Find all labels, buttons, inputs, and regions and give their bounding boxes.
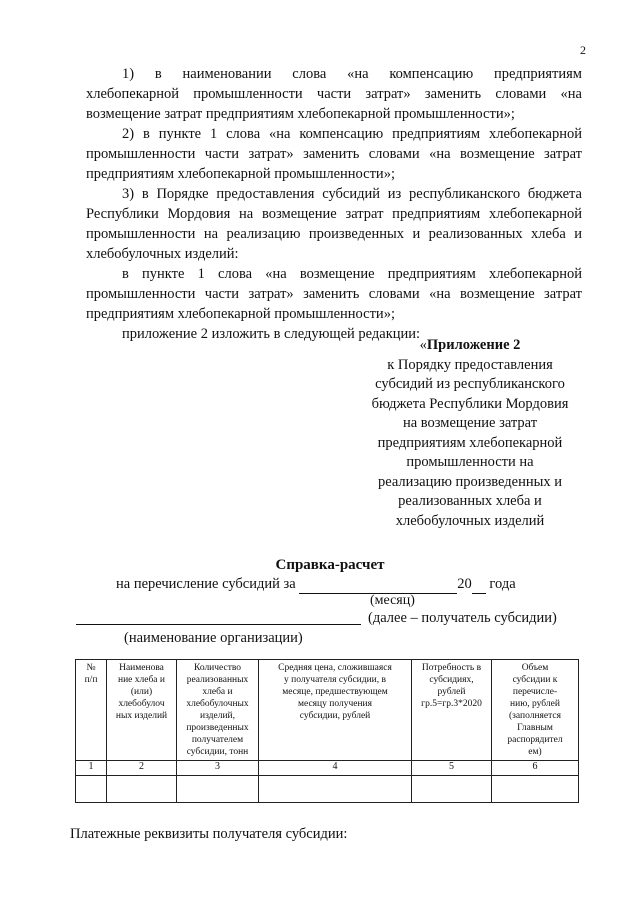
text-line: промышленности части затрат» заменить словами «на возмещение затрат xyxy=(86,286,582,302)
appendix-quote: « xyxy=(419,337,427,353)
appendix-block xyxy=(360,336,580,531)
organization-blank xyxy=(76,624,361,625)
text-line: возмещение затрат предприятиям хлебопекарной промышленности»; xyxy=(86,106,515,122)
payment-details-label: Платежные реквизиты получателя субсидии: xyxy=(70,826,348,842)
appendix-heading xyxy=(360,336,580,356)
text-line: предприятиям хлебопекарной промышленности»; xyxy=(86,166,395,182)
form-title: Справка-расчет xyxy=(275,557,385,573)
appendix-line: бюджета Республики Мордовия xyxy=(371,395,569,412)
appendix-line: предприятиям хлебопекарной xyxy=(377,434,563,451)
table-header-cell: № п/п xyxy=(76,660,107,761)
form-period-line xyxy=(116,576,516,594)
text-line: 3) в Порядке предоставления субсидий из республиканского бюджета xyxy=(122,186,582,202)
appendix-line: к Порядку предоставления xyxy=(387,356,553,373)
table-header-cell: Наименова ние хлеба и (или) хлебобулоч ных изделий xyxy=(107,660,177,761)
column-number: 6 xyxy=(492,761,579,776)
text-line: 1) в наименовании слова «на компенсацию предприятиям xyxy=(122,66,582,82)
appendix-line: хлебобулочных изделий xyxy=(395,512,545,529)
text-line: приложение 2 изложить в следующей редакции: xyxy=(122,326,421,342)
appendix-line: реализованных хлеба и xyxy=(398,493,542,509)
text-line: хлебобулочных изделий: xyxy=(86,246,239,262)
text-line: хлебопекарной промышленности части затрат» заменить словами «на xyxy=(86,86,582,102)
column-number: 5 xyxy=(412,761,492,776)
appendix-title: Приложение 2 xyxy=(426,337,521,353)
period-suffix: года xyxy=(489,576,516,592)
table-cell xyxy=(107,776,177,803)
appendix-line: промышленности на xyxy=(406,454,534,470)
table-empty-row xyxy=(76,776,579,803)
table-cell xyxy=(177,776,259,803)
table-header-cell: Потребность в субсидиях, рублей гр.5=гр.3*2020 xyxy=(412,660,492,761)
table-header-cell: Средняя цена, сложившаяся у получателя субсидии, в месяце, предшествующем месяцу получения субсидии, рублей xyxy=(259,660,412,761)
table-header-cell: Объем субсидии к перечисле- нию, рублей (заполняется Главным распорядител ем) xyxy=(492,660,579,761)
table-cell xyxy=(492,776,579,803)
organization-hint: (наименование организации) xyxy=(124,630,303,646)
text-line: промышленности на реализацию произведенных и реализованных хлеба и xyxy=(86,226,582,242)
text-line: промышленности части затрат» заменить словами «на возмещение затрат xyxy=(86,146,582,162)
year-prefix: 20 xyxy=(457,576,472,592)
text-line: Республики Мордовия на возмещение затрат предприятиям хлебопекарной xyxy=(86,206,582,222)
text-line: в пункте 1 слова «на возмещение предприятиям хлебопекарной xyxy=(122,266,582,282)
column-number: 4 xyxy=(259,761,412,776)
table-header-row xyxy=(76,660,579,761)
appendix-line: реализацию произведенных и xyxy=(377,473,563,490)
table-column-numbers-row xyxy=(76,761,579,776)
table-cell xyxy=(412,776,492,803)
period-prefix: на перечисление субсидий за xyxy=(116,576,296,592)
calculation-table xyxy=(75,659,579,803)
text-line: 2) в пункте 1 слова «на компенсацию предприятиям хлебопекарной xyxy=(122,126,582,142)
column-number: 2 xyxy=(107,761,177,776)
recipient-suffix: (далее – получатель субсидии) xyxy=(368,610,557,626)
table-cell xyxy=(76,776,107,803)
table-header-cell: Количество реализованных хлеба и хлебобулочных изделий, произведенных получателем субсидии, тонн xyxy=(177,660,259,761)
page-number: 2 xyxy=(580,43,586,57)
appendix-line: субсидий из республиканского xyxy=(375,376,565,392)
month-blank xyxy=(299,576,457,594)
year-blank xyxy=(472,576,486,594)
table-cell xyxy=(259,776,412,803)
appendix-line: на возмещение затрат xyxy=(402,415,538,431)
column-number: 1 xyxy=(76,761,107,776)
column-number: 3 xyxy=(177,761,259,776)
month-hint: (месяц) xyxy=(370,593,415,608)
text-line: предприятиям хлебопекарной промышленности»; xyxy=(86,306,395,322)
